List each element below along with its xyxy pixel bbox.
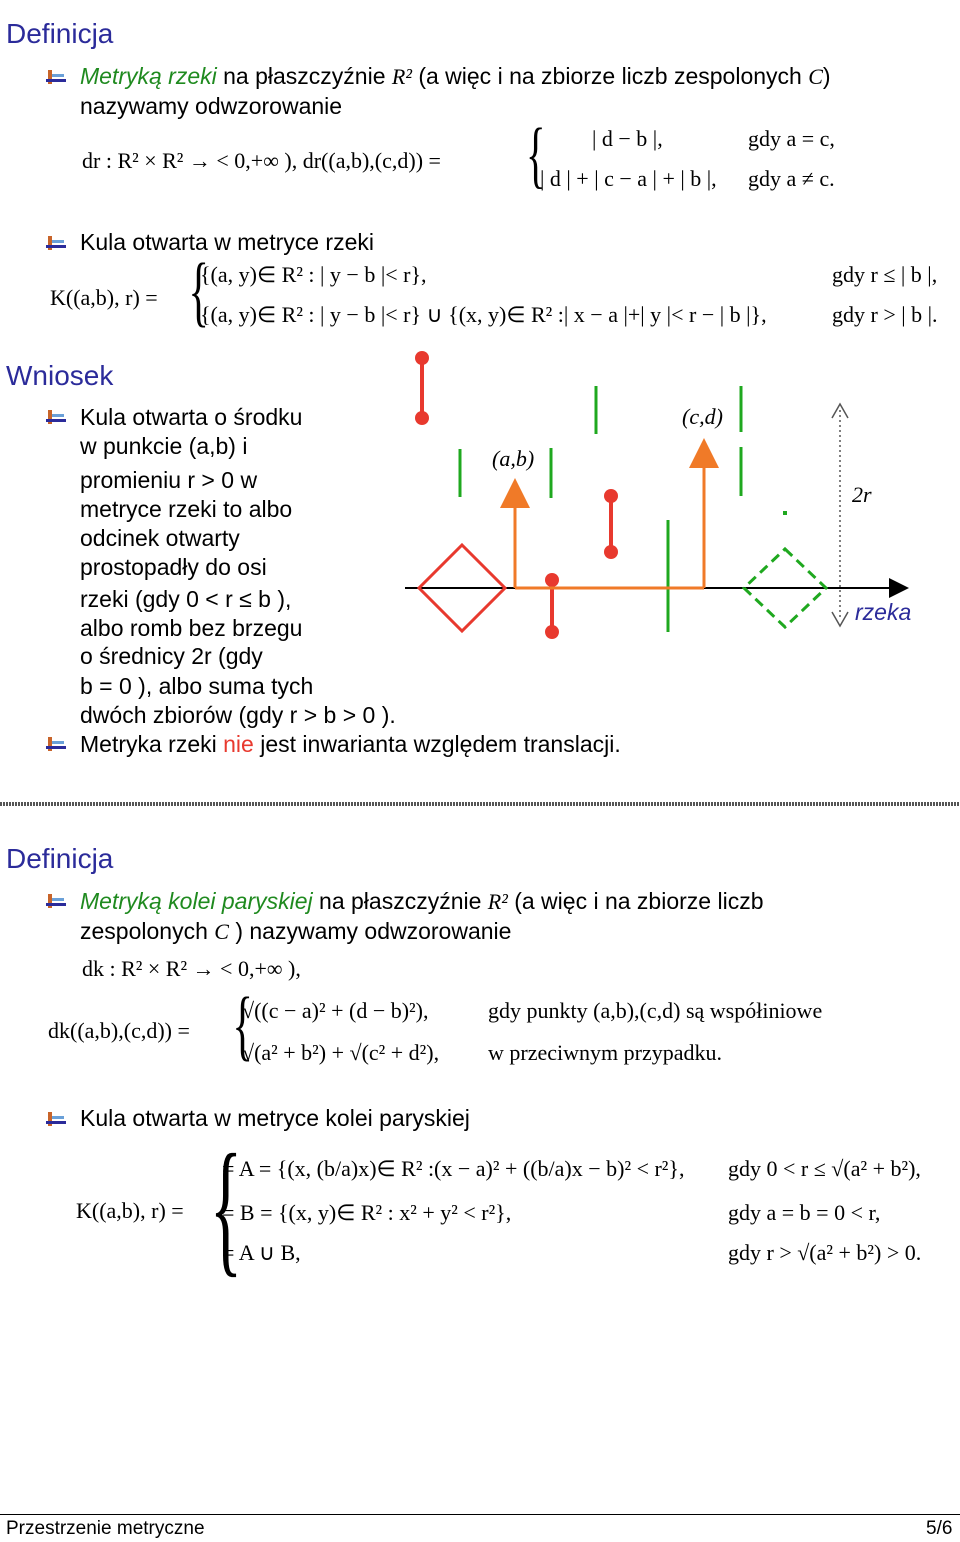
conclusion-line: b = 0 ), albo suma tych (80, 673, 314, 699)
section-heading: Definicja (6, 843, 114, 874)
case-condition: gdy a ≠ c. (748, 166, 835, 191)
conclusion-line: Kula otwarta o środku (80, 404, 303, 430)
red-segment-bottom (545, 573, 559, 639)
definition-text-line2: zespolonych C ) nazywamy odwzorowanie (80, 918, 512, 944)
red-segment-middle (604, 489, 618, 559)
subsection-title: Kula otwarta w metryce rzeki (80, 229, 374, 255)
diameter-label: 2r (852, 482, 872, 507)
river-label: rzeka (855, 599, 912, 625)
brace: { (209, 1124, 243, 1290)
case-expr: | d | + | c − a | + | b |, (540, 166, 717, 191)
case-expr: {(a, y)∈ R² : | y − b |< r} ∪ {(x, y)∈ R² :| x − a |+| y |< r − | b |}, (200, 302, 767, 327)
section-separator (0, 802, 960, 806)
case-condition: gdy a = c, (748, 126, 835, 151)
point-label-ab: (a,b) (492, 446, 535, 471)
definition-text: Metryką kolei paryskiej na płaszczyźnie R² (a więc i na zbiorze liczb (80, 888, 764, 914)
conclusion-line: odcinek otwarty (80, 525, 240, 551)
conclusion-line: w punkcie (a,b) i (80, 433, 248, 459)
conclusion-line: promieniu r > 0 w (80, 467, 258, 493)
brace: { (232, 981, 254, 1068)
metric-formula-lhs: dk((a,b),(c,d)) = (48, 1018, 190, 1043)
case-expr: {(a, y)∈ R² : | y − b |< r}, (200, 262, 427, 287)
defined-term: Metryką kolei paryskiej (80, 888, 313, 914)
conclusion-line: rzeki (gdy 0 < r ≤ b ), (80, 586, 292, 612)
metric-formula: dk : R² × R² → < 0,+∞ ), (82, 956, 301, 981)
bullet-icon (46, 1112, 66, 1128)
conclusion-line: metryce rzeki to albo (80, 496, 293, 522)
section-heading: Wniosek (6, 360, 114, 391)
page-number: 5/6 (926, 1518, 953, 1539)
footer-title: Przestrzenie metryczne (6, 1518, 205, 1539)
case-condition: gdy r > | b |. (832, 302, 938, 327)
case-expr: √((c − a)² + (d − b)²), (242, 998, 429, 1023)
brace: { (188, 247, 210, 334)
conclusion-line: o średnicy 2r (gdy (80, 643, 263, 669)
definition-text-line2: nazywamy odwzorowanie (80, 93, 343, 119)
conclusion-line: albo romb bez brzegu (80, 615, 303, 641)
ball-formula-lhs: K((a,b), r) = (76, 1198, 184, 1223)
case-condition: gdy r ≤ | b |, (832, 262, 938, 287)
brace: { (525, 114, 546, 196)
section-heading: Definicja (6, 18, 114, 49)
negation-highlight: nie (223, 731, 254, 757)
case-expr: √(a² + b²) + √(c² + d²), (242, 1040, 440, 1065)
point-label-cd: (c,d) (682, 404, 723, 429)
conclusion-line: dwóch zbiorów (gdy r > b > 0 ). (80, 702, 396, 728)
case-condition: w przeciwnym przypadku. (488, 1040, 722, 1065)
diameter-arrow (832, 404, 848, 626)
case-condition: gdy r > √(a² + b²) > 0. (728, 1240, 922, 1265)
definition-text: Metryką rzeki na płaszczyźnie R² (a więc i na zbiorze liczb zespolonych C) (80, 63, 831, 89)
case-condition: gdy punkty (a,b),(c,d) są współiniowe (488, 998, 823, 1023)
case-condition: gdy a = b = 0 < r, (728, 1200, 881, 1225)
bullet-icon (46, 894, 66, 910)
defined-term: Metryką rzeki (80, 63, 217, 89)
case-expr: = A ∪ B, (222, 1240, 301, 1265)
case-condition: gdy 0 < r ≤ √(a² + b²), (728, 1156, 921, 1181)
case-expr: | d − b |, (592, 126, 663, 151)
translation-note: Metryka rzeki nie jest inwarianta względem translacji. (80, 731, 621, 757)
footer-rule (0, 1514, 960, 1515)
conclusion-line: prostopadły do osi (80, 554, 267, 580)
red-segment-left (415, 351, 429, 425)
subsection-title: Kula otwarta w metryce kolei paryskiej (80, 1105, 470, 1131)
green-point (783, 511, 787, 515)
ball-formula-lhs: K((a,b), r) = (50, 285, 158, 310)
metric-formula: dr : R² × R² → < 0,+∞ ), dr((a,b),(c,d)) = (82, 148, 441, 173)
case-expr: = A = {(x, (b/a)x)∈ R² :(x − a)² + ((b/a)x − b)² < r²}, (222, 1156, 685, 1181)
case-expr: = B = {(x, y)∈ R² : x² + y² < r²}, (222, 1200, 512, 1225)
